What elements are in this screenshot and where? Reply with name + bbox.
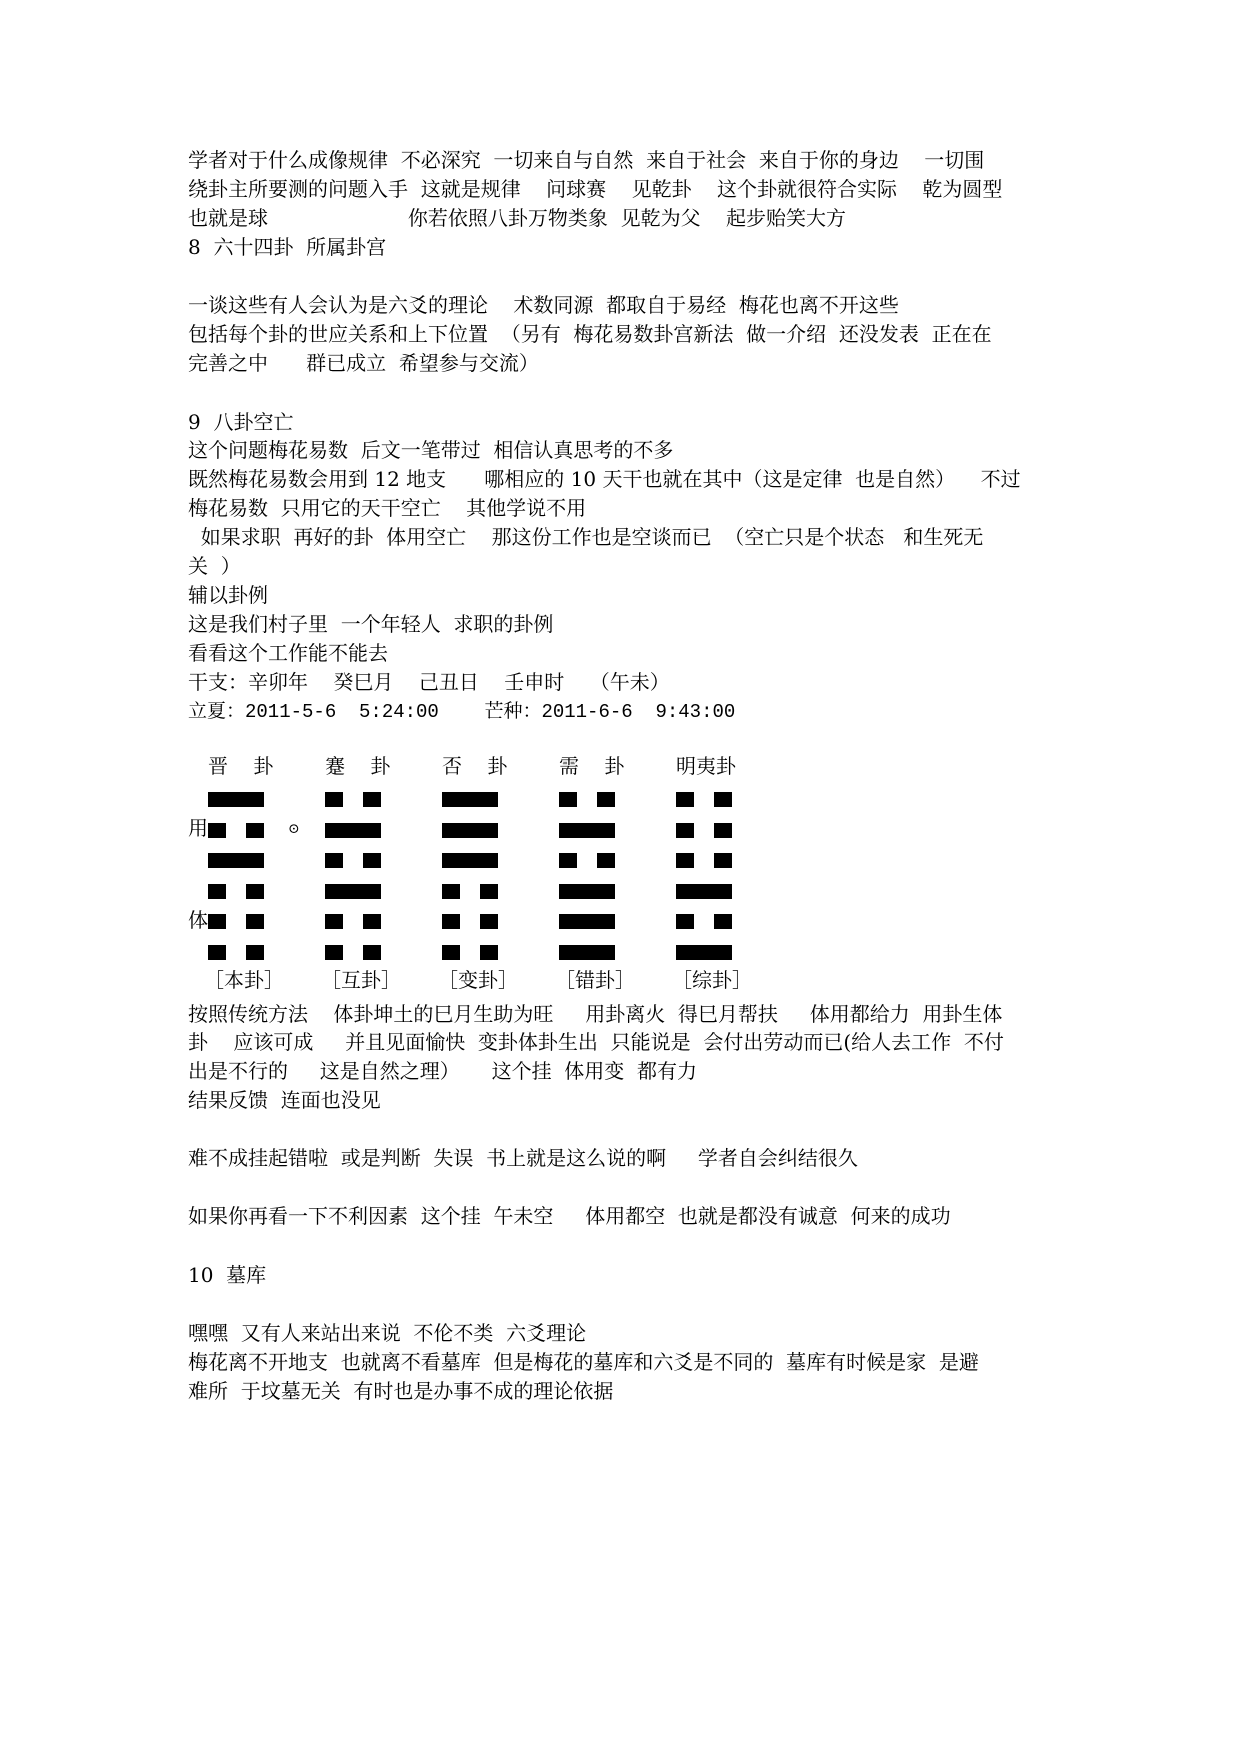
- text-line: 这是我们村子里 一个年轻人 求职的卦例: [188, 612, 554, 636]
- hexagram-name: 需 卦: [559, 754, 625, 778]
- line-segment: [714, 792, 732, 807]
- hexagram-name: 晋 卦: [208, 754, 274, 778]
- line-segment: [246, 884, 264, 899]
- line-segment: [480, 884, 498, 899]
- line-segment: [442, 914, 460, 929]
- yang-line: [442, 792, 508, 807]
- yin-line: [676, 853, 742, 868]
- yin-line: [325, 914, 391, 929]
- line-segment: [208, 853, 264, 868]
- line-segment: [363, 914, 381, 929]
- lower-trigram-label: 体: [188, 908, 208, 932]
- yin-line: [208, 914, 274, 929]
- hexagram-role-label: ［本卦］: [204, 968, 284, 992]
- text-line: 难不成挂起错啦 或是判断 失误 书上就是这么说的啊 学者自会纠结很久: [188, 1146, 858, 1170]
- line-segment: [363, 853, 381, 868]
- moving-line-mark: ⊙: [288, 821, 300, 837]
- yin-line: [325, 945, 391, 960]
- line-segment: [246, 914, 264, 929]
- line-segment: [363, 945, 381, 960]
- text-line: 完善之中 群已成立 希望参与交流）: [188, 351, 539, 375]
- yang-line: [559, 945, 625, 960]
- line-segment: [676, 884, 732, 899]
- hexagram-name: 蹇 卦: [325, 754, 391, 778]
- text-line: 既然梅花易数会用到 12 地支 哪相应的 10 天干也就在其中（这是定律 也是自然） 不过: [188, 467, 1021, 491]
- line-segment: [442, 945, 460, 960]
- line-segment: [559, 792, 577, 807]
- hexagram-role-label: ［互卦］: [321, 968, 401, 992]
- ganzhi-line: 干支：辛卯年 癸巳月 己丑日 壬申时 （午未）: [188, 670, 670, 694]
- line-segment: [676, 792, 694, 807]
- section-heading: 9 八卦空亡: [188, 410, 294, 434]
- text-line: 辅以卦例: [188, 583, 268, 607]
- line-segment: [246, 945, 264, 960]
- line-segment: [559, 945, 615, 960]
- line-segment: [325, 914, 343, 929]
- line-segment: [559, 853, 577, 868]
- text-line: 嘿嘿 又有人来站出来说 不伦不类 六爻理论: [188, 1321, 587, 1345]
- yang-line: [559, 914, 625, 929]
- line-segment: [676, 853, 694, 868]
- line-segment: [325, 792, 343, 807]
- yin-line: [325, 792, 391, 807]
- text-line: 一谈这些有人会认为是六爻的理论 术数同源 都取自于易经 梅花也离不开这些: [188, 293, 899, 317]
- yin-line: [208, 823, 274, 838]
- text-line: 包括每个卦的世应关系和上下位置 （另有 梅花易数卦宫新法 做一介绍 还没发表 正在在: [188, 322, 992, 346]
- line-segment: [480, 914, 498, 929]
- line-segment: [676, 823, 694, 838]
- yang-line: [208, 853, 274, 868]
- text-line: 看看这个工作能不能去: [188, 641, 388, 665]
- yang-line: [442, 823, 508, 838]
- yang-line: [325, 884, 391, 899]
- line-segment: [246, 823, 264, 838]
- yang-line: [676, 884, 742, 899]
- line-segment: [208, 914, 226, 929]
- yin-line: [442, 945, 508, 960]
- yang-line: [442, 853, 508, 868]
- line-segment: [480, 945, 498, 960]
- text-line: 如果你再看一下不利因素 这个挂 午未空 体用都空 也就是都没有诚意 何来的成功: [188, 1204, 951, 1228]
- hexagram-name: 明夷卦: [676, 754, 736, 778]
- hexagram-role-label: ［错卦］: [555, 968, 635, 992]
- upper-trigram-label: 用: [188, 816, 208, 840]
- yin-line: [559, 853, 625, 868]
- line-segment: [597, 853, 615, 868]
- line-segment: [714, 914, 732, 929]
- text-line: 学者对于什么成像规律 不必深究 一切来自与自然 来自于社会 来自于你的身边 一切围: [188, 148, 985, 172]
- text-line: 卦 应该可成 并且见面愉快 变卦体卦生出 只能说是 会付出劳动而已(给人去工作 不付: [188, 1030, 1004, 1054]
- yang-line: [559, 884, 625, 899]
- line-segment: [208, 945, 226, 960]
- text-line: 也就是球 你若依照八卦万物类象 见乾为父 起步贻笑大方: [188, 206, 847, 230]
- line-segment: [208, 884, 226, 899]
- text-line: 梅花易数 只用它的天干空亡 其他学说不用: [188, 496, 587, 520]
- line-segment: [714, 823, 732, 838]
- solar-terms-line: 立夏：2011-5-6 5:24:00 芒种：2011-6-6 9:43:00: [188, 701, 736, 723]
- text-line: 出是不行的 这是自然之理） 这个挂 体用变 都有力: [188, 1059, 698, 1083]
- line-segment: [442, 884, 460, 899]
- line-segment: [325, 823, 381, 838]
- text-line: 关 ）: [188, 554, 241, 578]
- yang-line: [208, 792, 274, 807]
- section-heading: 10 墓库: [188, 1263, 267, 1287]
- hexagram-role-label: ［变卦］: [438, 968, 518, 992]
- text-line: 按照传统方法 体卦坤土的巳月生助为旺 用卦离火 得巳月帮扶 体用都给力 用卦生体: [188, 1002, 1003, 1026]
- line-segment: [442, 853, 498, 868]
- yin-line: [676, 792, 742, 807]
- line-segment: [559, 823, 615, 838]
- line-segment: [676, 914, 694, 929]
- section-heading: 8 六十四卦 所属卦宫: [188, 235, 387, 259]
- hexagram-name: 否 卦: [442, 754, 508, 778]
- line-segment: [208, 823, 226, 838]
- yin-line: [208, 884, 274, 899]
- line-segment: [676, 945, 732, 960]
- yin-line: [442, 884, 508, 899]
- text-line: 结果反馈 连面也没见: [188, 1088, 381, 1112]
- line-segment: [559, 914, 615, 929]
- yang-line: [559, 823, 625, 838]
- yin-line: [208, 945, 274, 960]
- yin-line: [325, 853, 391, 868]
- line-segment: [559, 884, 615, 899]
- text-line: 这个问题梅花易数 后文一笔带过 相信认真思考的不多: [188, 438, 674, 462]
- line-segment: [442, 823, 498, 838]
- yang-line: [325, 823, 391, 838]
- yin-line: [676, 823, 742, 838]
- line-segment: [325, 884, 381, 899]
- line-segment: [325, 945, 343, 960]
- line-segment: [208, 792, 264, 807]
- text-line: 绕卦主所要测的问题入手 这就是规律 问球赛 见乾卦 这个卦就很符合实际 乾为圆型: [188, 177, 1003, 201]
- yin-line: [676, 914, 742, 929]
- line-segment: [597, 792, 615, 807]
- text-line: 如果求职 再好的卦 体用空亡 那这份工作也是空谈而已 （空亡只是个状态 和生死无: [188, 525, 984, 549]
- line-segment: [714, 853, 732, 868]
- yin-line: [442, 914, 508, 929]
- line-segment: [363, 792, 381, 807]
- hexagram-role-label: ［综卦］: [672, 968, 752, 992]
- yang-line: [676, 945, 742, 960]
- yin-line: [559, 792, 625, 807]
- line-segment: [325, 853, 343, 868]
- text-line: 难所 于坟墓无关 有时也是办事不成的理论依据: [188, 1379, 614, 1403]
- line-segment: [442, 792, 498, 807]
- text-line: 梅花离不开地支 也就离不看墓库 但是梅花的墓库和六爻是不同的 墓库有时候是家 是避: [188, 1350, 979, 1374]
